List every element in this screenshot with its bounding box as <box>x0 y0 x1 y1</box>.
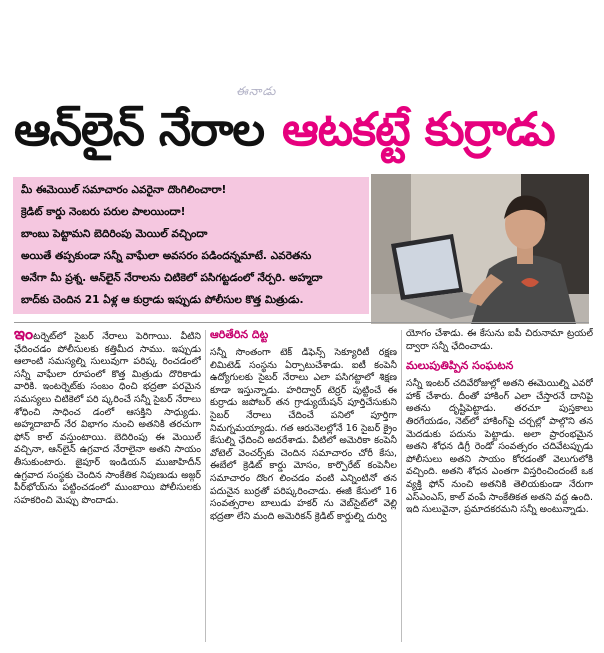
headline-part1: ఆన్‌లైన్ నేరాల <box>14 102 264 156</box>
headline-part2: ఆటకట్టే కుర్రాడు <box>281 102 555 156</box>
photo-young-man-laptop <box>371 174 589 324</box>
column-divider <box>401 330 402 642</box>
column3-text: సన్నీ ఇంటర్ చదివేరోజుల్లో అతని ఈమెయిల్ని ఎవరో హాక్ చేశారు. దీంతో హాకింగ్ ఎలా చేస్తారనే దానిపై అతను దృష్టిపెట్టాడు. తరచూ పుస్తకాలు తిరగేయడం, నెట్‌లో హాకింగ్‌పై చర్చల్లో పాల్గొని తన మెదడుకు పదును పెట్టాడు. అలా ప్రారంభమైన అతని శోధన డిగ్రీ రెండో సంవత్సరం చదివేటప్పుడు పోలీసులు అతని సాయం కోరడంతో వెలుగులోకి వచ్చింది. అతని శోధన ఎంతగా విస్తరించిందంటే ఒక వ్యక్తి ఫోన్ నుంచి అతనికి తెలియకుండా నేరుగా ఎస్ఎంఎస్, కాల్ వంపే సాంకేతికత అతని వద్ద ఉంది. ఇది సులువైనా, ప్రమాదకరమని సన్నీ అంటున్నాడు. <box>406 378 593 516</box>
intro-line: బాద్‌కు చెందిన 21 ఏళ్ల ఆ కుర్రాడు ఇప్పుడు పోలీసుల కొత్త మిత్రుడు. <box>21 294 304 306</box>
column1-paragraph <box>14 328 201 507</box>
column-divider <box>205 330 206 642</box>
intro-line: మీ ఈమెయిల్ సమాచారం ఎవరైనా దొంగిలించారా! <box>21 184 227 196</box>
intro-line: అనేగా మీ ప్రశ్న. ఆన్‌లైన్ నేరాలను చిటికెలో పసిగట్టడంలో నేర్పరి. అహ్మదా <box>21 272 323 284</box>
photo-illustration <box>371 174 589 324</box>
column1-text: టర్నెట్‌లో సైబర్ నేరాలు పెరిగాయి. వీటిని ఛేదించడం పోలీసులకు కత్తిమీద సాము. ఇప్పుడు ఆలాంటి సమస్యల్ని సులువుగా పరిష్క రించడంలో సన్నీ వాఘేలా రూపంలో కొత్త మిత్రుడు దొరికాడు వారికి. ఇంటర్నెట్‌కు సంబం ధించి భద్రతా పరమైన సమస్యలు చిటికెలో పరి ష్కరించే సన్నీ సైబర్ నేరాలు శోధించి సాధించ డంలో ఆసక్తిని సాధ్యుడు. అహ్మదాబాద్ నేర విభాగం నుంచి అతనికి తరచుగా ఫోన్ కాల్ వస్తుంటాయి. బెదిరింపు ఈ మెయిల్ వచ్చినా, ఆన్‌లైన్ ఉగ్రవాద నేరాలైనా అతని సాయం తీసుకుంటారు. జైపూర్ ఇండియన్ ముజాహిదీన్ ఉగ్రవాద సంస్థకు చెందిన సాంకేతిక నిపుణుడు అజ్గర్ పీర్‌భోయ్‌ను పట్టించడంలో ముంబాయి పోలీసులకు సహకరించి మెప్పు పొందాడు. <box>14 331 201 506</box>
column3-text-top: యోగం చేశాడు. ఈ కేసును ఐపీ చిరునామా ట్రయల్ ద్వారా సన్నీ ఛేదించాడు. <box>406 328 593 352</box>
intro-line: బాంబు పెట్టామని బెదిరింపు మెయిల్ వచ్చిందా <box>21 228 208 240</box>
article-column-1 <box>14 328 201 643</box>
section-divider <box>14 322 589 323</box>
article-column-3 <box>406 328 593 643</box>
masthead-logo: ఈనాడు <box>236 84 277 98</box>
intro-box <box>13 177 369 314</box>
subhead-turning-point: మలుపుతిప్పిన సంఘటన <box>406 359 514 373</box>
column2-text: సన్నీ సొంతంగా టెక్ డిఫెన్స్ సెక్యూరిటీ రక్షణ లిమిటెడ్ సంస్థను ఏర్పాటుచేశాడు. ఐటీ కంపెనీ ఉద్యోగులకు సైబర్ నేరాలు ఎలా పసిగట్టాలో శిక్షణ కూడా ఇస్తున్నాడు. హరిద్వార్ టెర్రర్ పుట్టించే ఈ కుర్రాడు జపోబర్ తన గ్రాడ్యుయేషన్ పూర్తిచేసుకుని సైబర్ నేరాలు చేదించే పనిలో పూర్తిగా నిమగ్నమయ్యాడు. గత ఆరునెలల్లోనే 16 సైబర్ క్రైం కేసుల్ని ఛేదించి అదరేశాడు. వీటిలో అమెరికా కంపెనీ వోటెల్ వెంచర్స్‌కు చెందిన సమాచారం చోరీ కేసు, ఈబేలో క్రెడిట్ కార్డు మోసం, కార్పొరేట్ కంపెనీల సమాచారం దొంగ లించడం వంటి ఎన్నింటినో తన పదునైన బుర్రతో పరిష్కరించాడు. ఈజీ కేసులో 16 సంవత్సరాల బాలుడు హకర్ ను వెబ్‌సైట్‌లో వెల్లి భద్రతా లేని మంది అమెరికన్ క్రెడిట్ కార్డుల్ని దుర్వి <box>210 347 397 522</box>
intro-line: క్రెడిట్ కార్డు నెంబరు పరుల పాలయిందా! <box>21 206 186 218</box>
intro-line: అయితే తప్పకుండా సన్నీ వాఘేలా అవసరం పడిందన్నమాటే. ఎవరెతను <box>21 250 312 262</box>
article-column-2 <box>210 328 397 643</box>
subhead-expert: ఆరితేరిన దిట్ట <box>210 328 269 341</box>
dropcap: ఇం <box>14 328 34 343</box>
headline <box>14 102 594 164</box>
